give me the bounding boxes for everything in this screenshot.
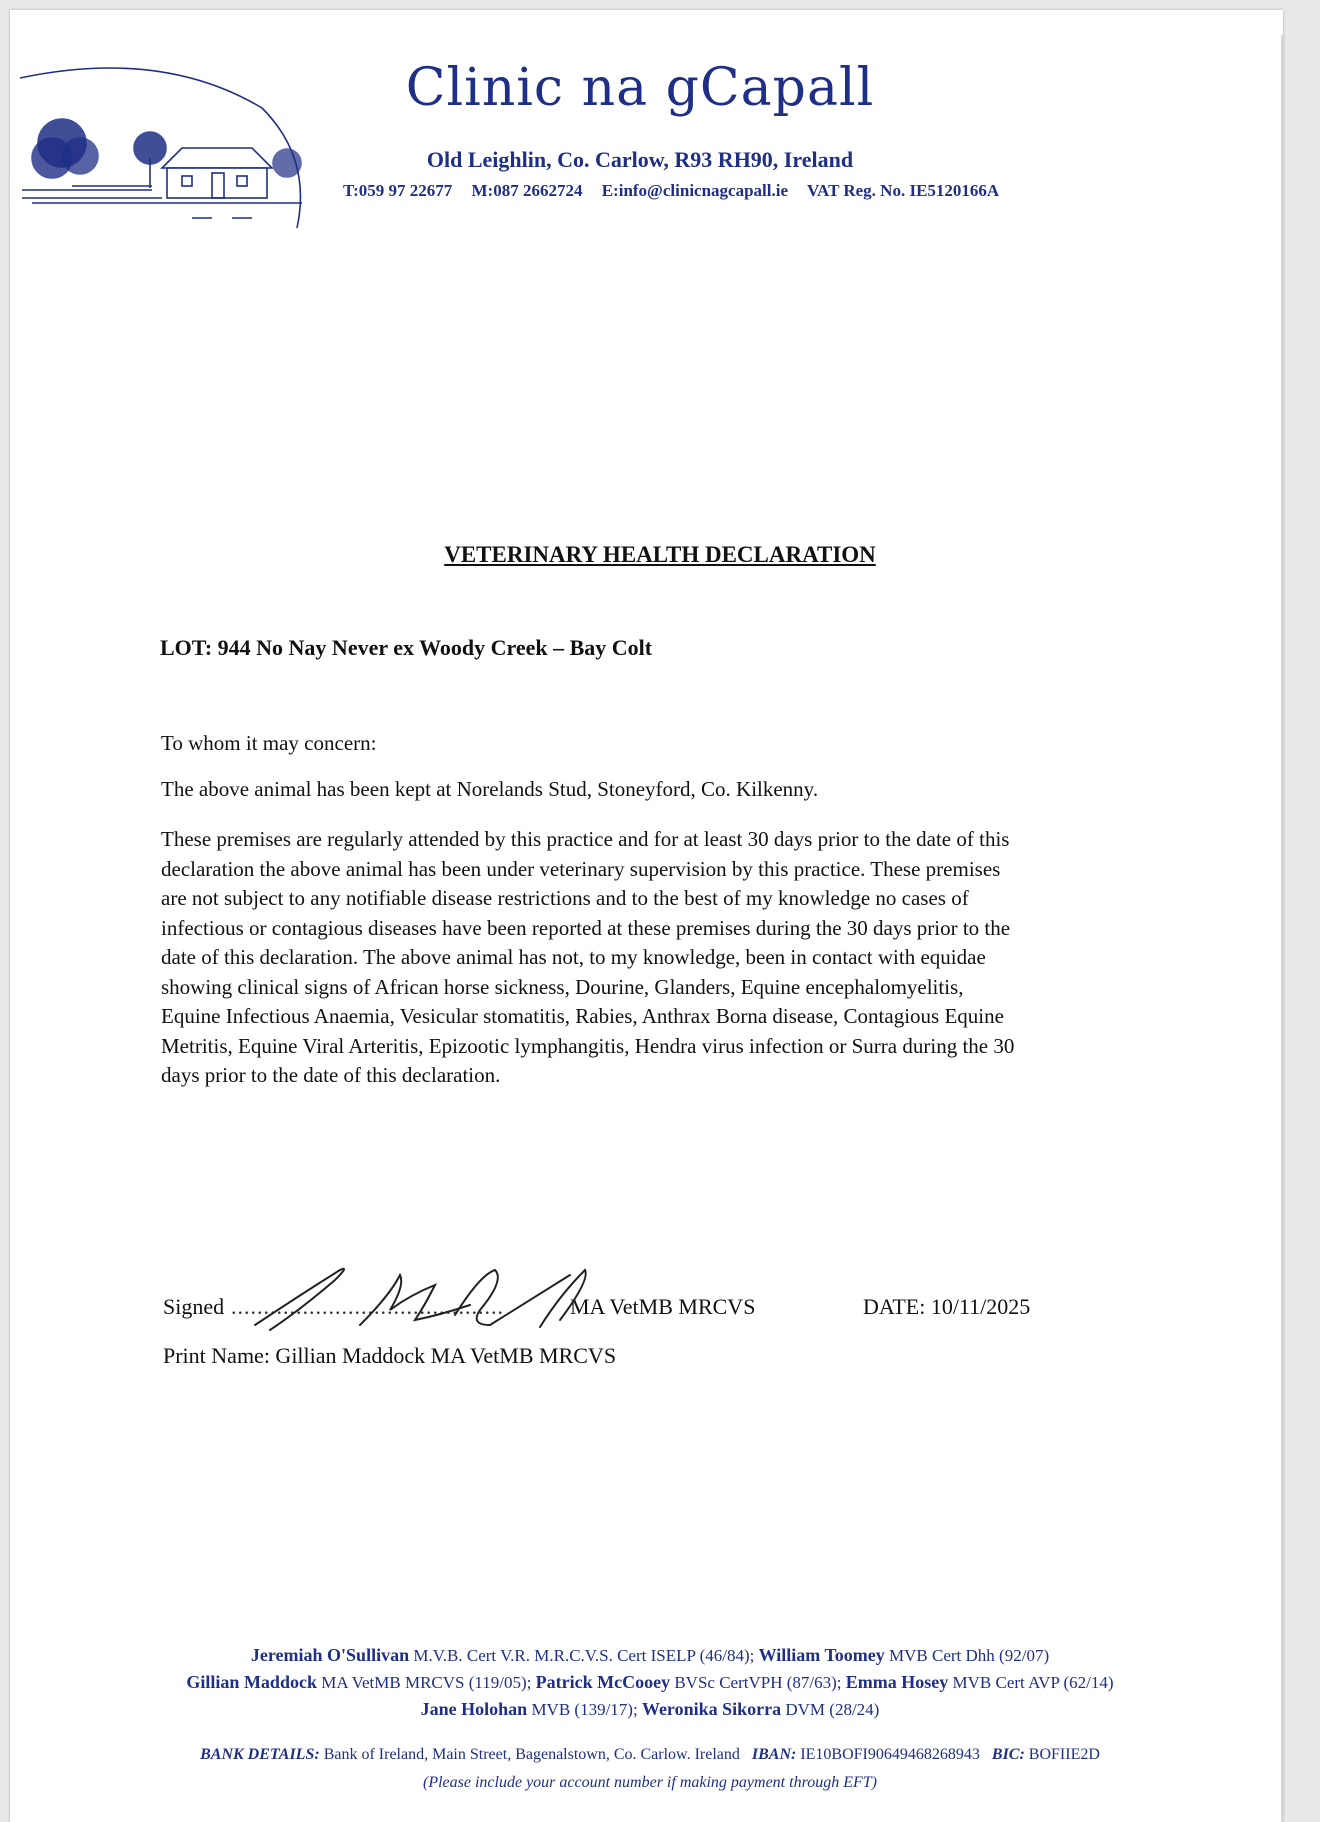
vet-credentials: MVB Cert AVP (62/14)	[948, 1673, 1114, 1692]
body-line: Metritis, Equine Viral Arteritis, Epizootic lymphangitis, Hendra virus infection or Surra during the 30	[161, 1033, 1015, 1058]
print-name: Print Name: Gillian Maddock MA VetMB MRCVS	[163, 1343, 617, 1368]
bank-value: Bank of Ireland, Main Street, Bagenalstown, Co. Carlow. Ireland	[319, 1746, 740, 1763]
vet-credentials: MA VetMB MRCVS (119/05);	[316, 1673, 536, 1692]
vet-name: Weronika Sikorra	[641, 1699, 782, 1719]
signature-line: ..........................................	[231, 1294, 504, 1319]
document-page	[10, 10, 1283, 1822]
vet-line-3	[40, 1696, 1260, 1723]
vet-name: Jeremiah O'Sullivan	[250, 1645, 410, 1665]
signer-qualifications: MA VetMB MRCVS	[570, 1294, 756, 1319]
vet-name: Gillian Maddock	[186, 1672, 317, 1692]
iban-value: IE10BOFI90649468268943	[796, 1746, 980, 1763]
signed-label: Signed	[163, 1294, 225, 1319]
vet-line-2	[40, 1669, 1260, 1696]
clinic-vat: VAT Reg. No. IE5120166A	[806, 181, 1000, 200]
page-edge-shadow	[1281, 35, 1283, 1822]
handwritten-signature-icon	[240, 1255, 600, 1340]
iban-label: IBAN:	[751, 1746, 797, 1763]
clinic-mobile: M:087 2662724	[471, 181, 583, 200]
bank-line	[40, 1741, 1260, 1769]
body-line: infectious or contagious diseases have been reported at these premises during the 30 days prior to the	[161, 915, 1011, 940]
document-title: VETERINARY HEALTH DECLARATION	[444, 542, 876, 567]
clinic-brand-name: Clinic na gCapall	[405, 58, 875, 118]
bic-label: BIC:	[991, 1746, 1025, 1763]
body-line: declaration the above animal has been under veterinary supervision by this practice. These premises	[161, 856, 1001, 881]
bank-label: BANK DETAILS:	[200, 1746, 320, 1763]
lot-heading: LOT: 944 No Nay Never ex Woody Creek – Bay Colt	[160, 635, 653, 660]
vet-credentials: DVM (28/24)	[781, 1700, 880, 1719]
bank-details	[40, 1741, 1260, 1797]
vet-name: Emma Hosey	[845, 1672, 949, 1692]
vet-line-1	[40, 1642, 1260, 1669]
body-line: date of this declaration. The above animal has not, to my knowledge, been in contact with equidae	[161, 945, 986, 969]
bic-value: BOFIIE2D	[1024, 1746, 1100, 1763]
body-line: are not subject to any notifiable disease restrictions and to the best of my knowledge no cases of	[161, 886, 969, 910]
body-line: days prior to the date of this declaration.	[161, 1063, 501, 1087]
vet-name: Patrick McCooey	[535, 1672, 671, 1692]
vet-credentials: MVB Cert Dhh (92/07)	[884, 1646, 1050, 1665]
declaration-date: DATE: 10/11/2025	[863, 1294, 1031, 1319]
vet-credentials: BVSc CertVPH (87/63);	[670, 1673, 846, 1692]
farmhouse-trees-drawing-icon	[12, 58, 312, 238]
salutation: To whom it may concern:	[161, 731, 377, 755]
clinic-contact-line	[343, 181, 1143, 201]
kept-at-statement: The above animal has been kept at Norelands Stud, Stoneyford, Co. Kilkenny.	[161, 777, 819, 801]
vet-name: William Toomey	[758, 1645, 885, 1665]
clinic-phone: T:059 97 22677	[343, 181, 453, 200]
declaration-body	[161, 825, 1151, 1091]
clinic-address: Old Leighlin, Co. Carlow, R93 RH90, Ireland	[426, 147, 854, 172]
clinic-email: E:info@clinicnagcapall.ie	[601, 181, 789, 200]
vet-credentials: M.V.B. Cert V.R. M.R.C.V.S. Cert ISELP (46/84);	[409, 1646, 759, 1665]
vet-practitioners-list	[40, 1642, 1260, 1723]
body-line: Equine Infectious Anaemia, Vesicular stomatitis, Rabies, Anthrax Borna disease, Contagious Equine	[161, 1004, 1004, 1028]
vet-credentials: MVB (139/17);	[527, 1700, 642, 1719]
vet-name: Jane Holohan	[420, 1699, 528, 1719]
body-line: These premises are regularly attended by this practice and for at least 30 days prior to the date of this	[161, 827, 1010, 851]
body-line: showing clinical signs of African horse sickness, Dourine, Glanders, Equine encephalomyelitis,	[161, 974, 964, 999]
payment-note: (Please include your account number if making payment through EFT)	[423, 1774, 877, 1791]
